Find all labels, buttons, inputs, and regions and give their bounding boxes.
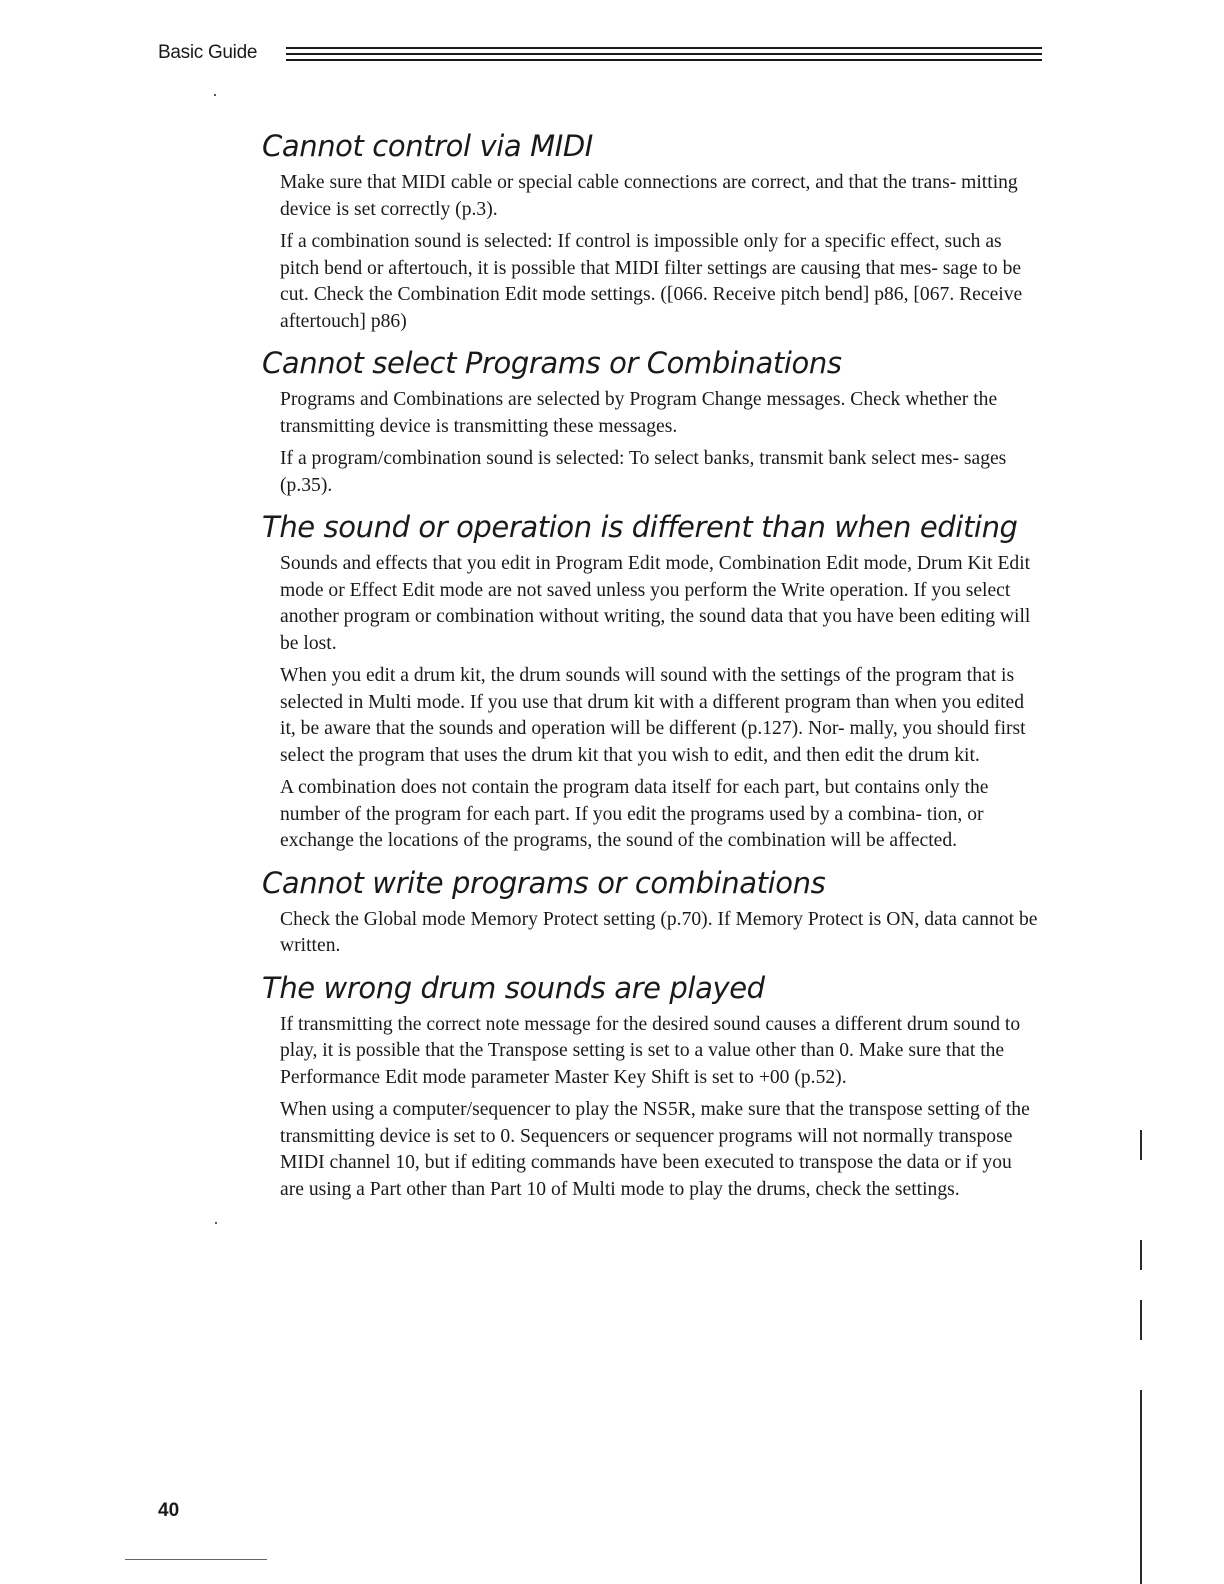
- paragraph: Make sure that MIDI cable or special cable connections are correct, and that the trans- mitting device is set correctly (p.3).: [280, 172, 1018, 220]
- page-content: [262, 128, 1052, 1213]
- paragraph: Programs and Combinations are selected by Program Change messages. Check whether the transmitting device is transmitting these messages.: [280, 389, 998, 437]
- paragraph: When you edit a drum kit, the drum sounds will sound with the settings of the program that is selected in Multi mode. If you use that drum kit with a different program than when you edited it, be aware that the sounds and operation will be different (p.127). Nor- mally, you should first select the program that uses the drum kit that you wish to edit, and then edit the drum kit.: [280, 665, 1026, 766]
- paragraph: Check the Global mode Memory Protect setting (p.70). If Memory Protect is ON, data cannot be written.: [280, 908, 1038, 956]
- section-cannot-write-programs: [262, 865, 1052, 960]
- section-heading: Cannot select Programs or Combinations: [262, 346, 842, 380]
- scan-speck: [215, 1222, 217, 1224]
- paragraph: A combination does not contain the program data itself for each part, but contains only the number of the program for each part. If you edit the programs used by a combina- tion, or exchange the locations of the programs, the sound of the combination will be affected.: [280, 777, 989, 851]
- header-rule: [286, 59, 1042, 61]
- scan-speck: [214, 94, 216, 96]
- paragraph: Sounds and effects that you edit in Program Edit mode, Combination Edit mode, Drum Kit Edit mode or Effect Edit mode are not saved unless you perform the Write operation. If you select another program or combination without writing, the sound data that you have been editing will be lost.: [280, 553, 1031, 654]
- paragraph: If a combination sound is selected: If control is impossible only for a specific effect, such as pitch bend or aftertouch, it is possible that MIDI filter settings are causing that mes- sage to be cut. Check the Combination Edit mode settings. ([066. Receive pitch bend] p86, [067. Receive aftertouch] p86): [280, 231, 1023, 332]
- footer-rule: [125, 1559, 267, 1560]
- paragraph: If a program/combination sound is selected: To select banks, transmit bank select mes- sages (p.35).: [280, 448, 1007, 496]
- scan-edge-mark: [1140, 1240, 1142, 1270]
- header-rule: [286, 53, 1042, 55]
- section-heading: Cannot write programs or combinations: [262, 865, 826, 900]
- section-wrong-drum-sounds: [262, 970, 1052, 1204]
- section-body: [280, 551, 1040, 855]
- page-number: 40: [158, 1500, 180, 1521]
- section-cannot-select-programs: [262, 345, 1052, 499]
- scan-edge-mark: [1140, 1300, 1142, 1340]
- section-heading: Cannot control via MIDI: [262, 129, 593, 163]
- header-rule: [286, 47, 1042, 49]
- paragraph: When using a computer/sequencer to play the NS5R, make sure that the transpose setting of the transmitting device is set to 0. Sequencers or sequencer programs will not normally transpose MIDI channel 10, but if editing commands have been executed to transpose the data or if you are using a Part other than Part 10 of Multi mode to play the drums, check the settings.: [280, 1099, 1030, 1200]
- header-rules: [286, 47, 1042, 61]
- paragraph: If transmitting the correct note message for the desired sound causes a different drum sound to play, it is possible that the Transpose setting is set to a value other than 0. Make sure that the Performance Edit mode parameter Master Key Shift is set to +00 (p.52).: [280, 1013, 1021, 1088]
- scan-edge-mark: [1140, 1390, 1142, 1584]
- section-cannot-control-via-midi: [262, 128, 1052, 335]
- section-heading: The sound or operation is different than when editing: [262, 510, 1018, 544]
- section-sound-different-when-editing: [262, 509, 1052, 855]
- scan-edge-mark: [1140, 1130, 1142, 1160]
- section-body: [280, 387, 1040, 499]
- running-head: Basic Guide: [158, 42, 258, 63]
- section-body: [280, 1012, 1040, 1204]
- section-heading: The wrong drum sounds are played: [262, 970, 765, 1005]
- section-body: [280, 170, 1040, 335]
- section-body: [280, 907, 1040, 960]
